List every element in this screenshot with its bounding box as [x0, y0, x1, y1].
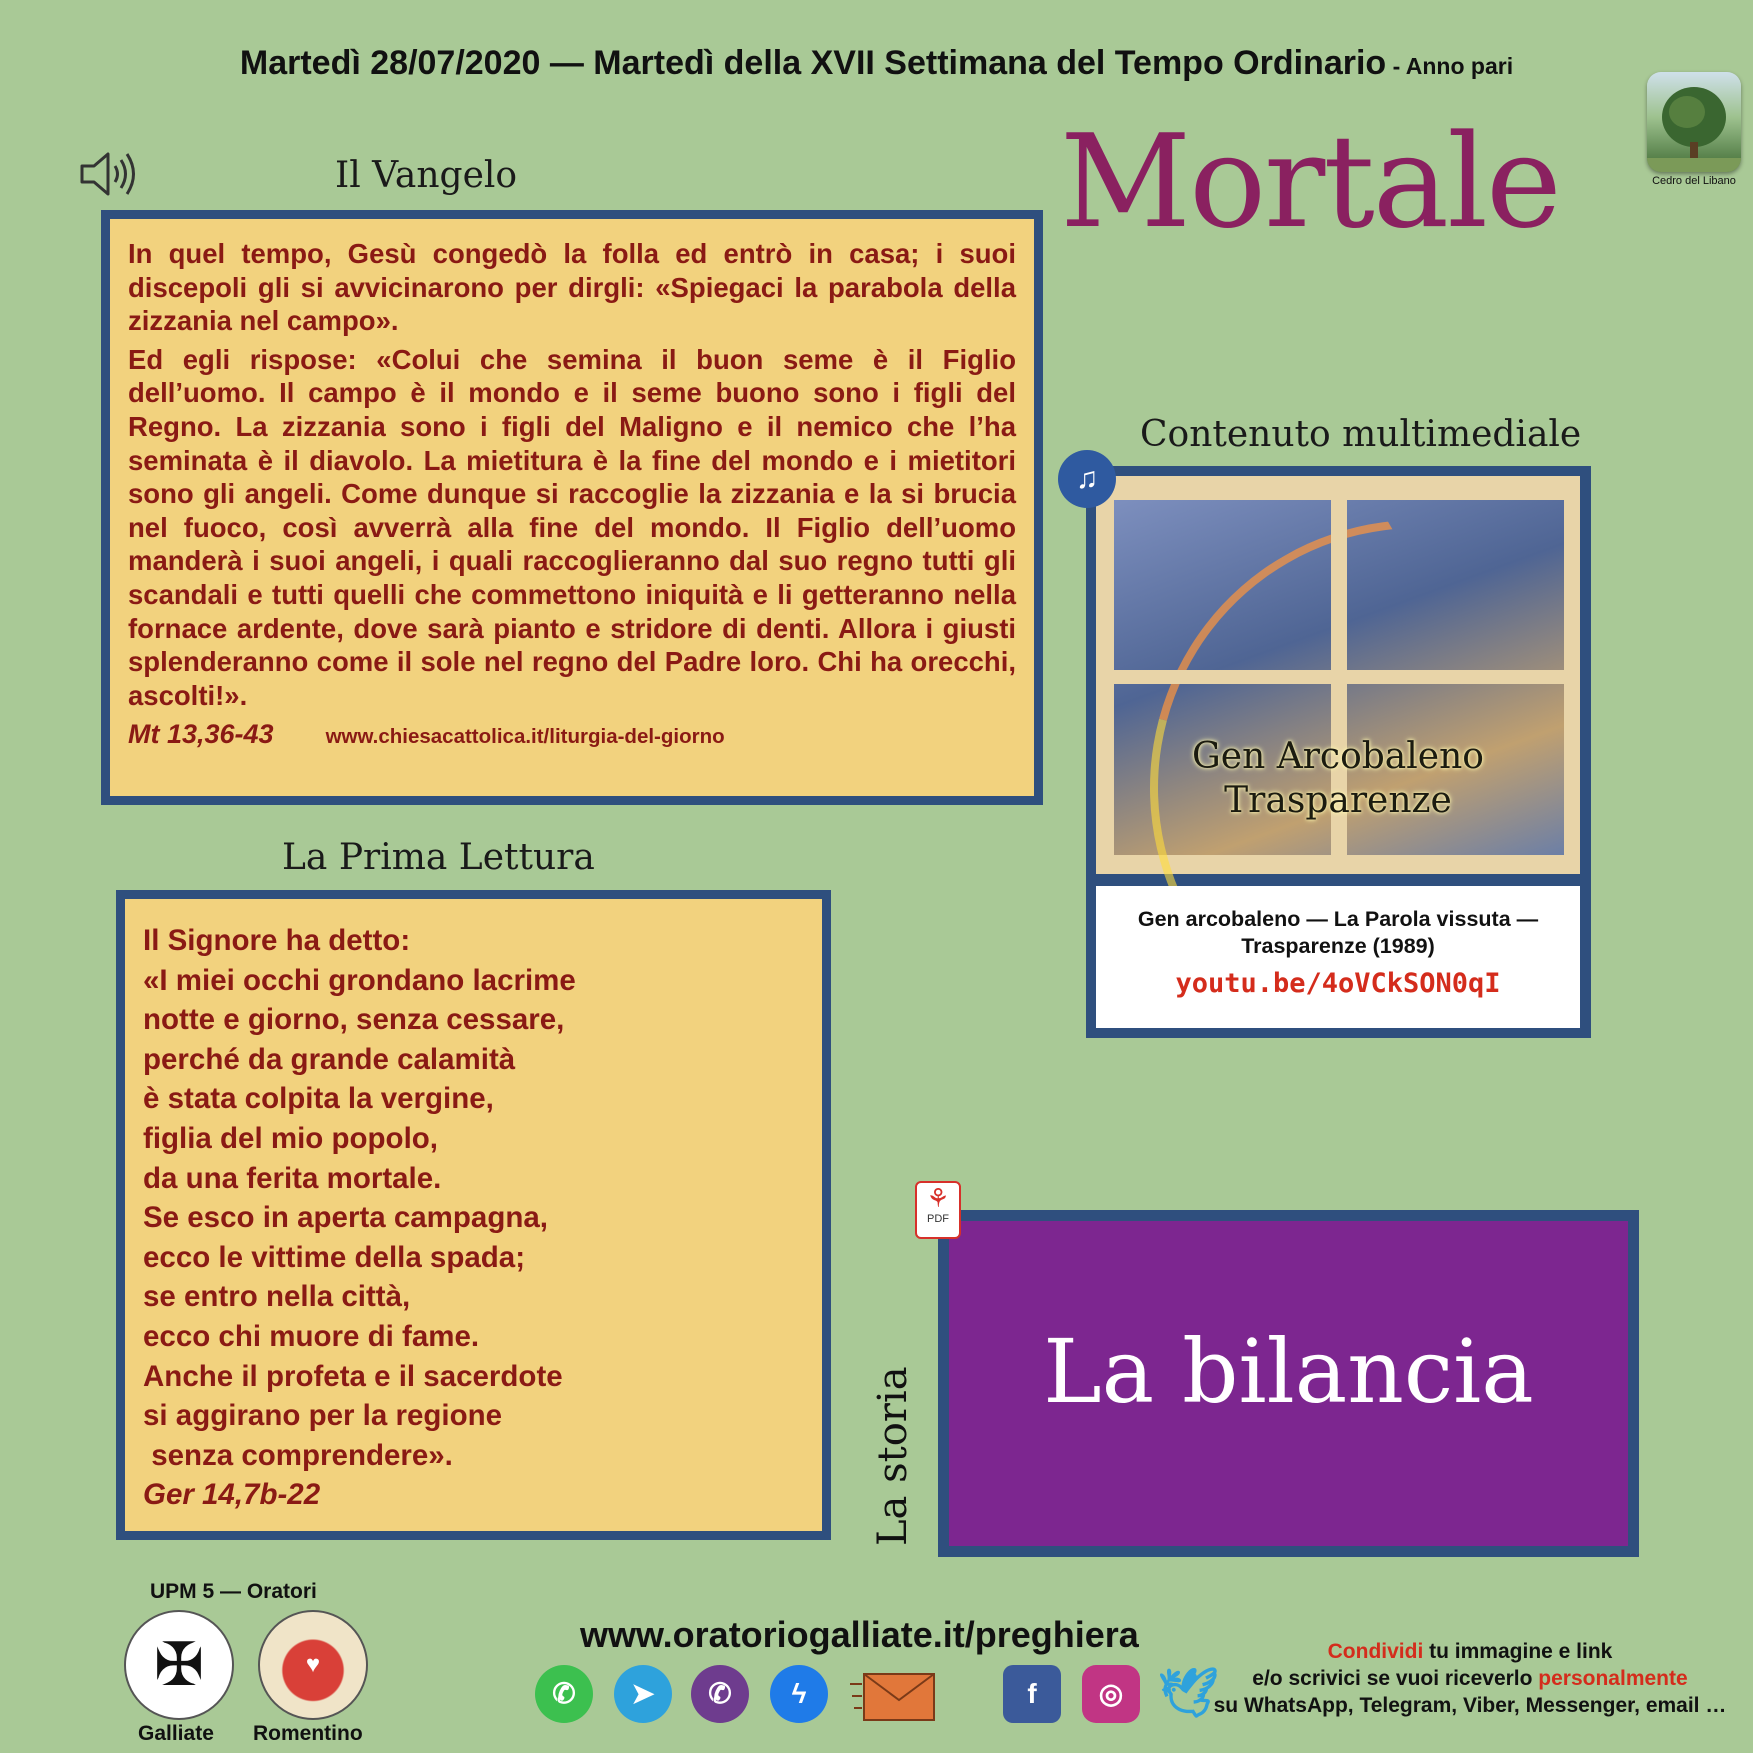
lettura-line: ecco le vittime della spada; [143, 1240, 526, 1274]
share-line-3: su WhatsApp, Telegram, Viber, Messenger, email … [1213, 1694, 1727, 1717]
lettura-line: Anche il profeta e il sacerdote [143, 1359, 563, 1393]
vangelo-source-link[interactable]: www.chiesacattolica.it/liturgia-del-giorno [325, 725, 725, 749]
thumbnail-line: Gen Arcobaleno [1192, 736, 1484, 777]
twitter-icon[interactable]: 🕊 [1158, 1667, 1219, 1720]
header-year: - Anno pari [1386, 53, 1514, 79]
lettura-reference: Ger 14,7b-22 [143, 1478, 321, 1512]
share-line-1 [1195, 1638, 1745, 1665]
storia-title[interactable]: La bilancia [1043, 1320, 1534, 1423]
page-header [0, 44, 1753, 83]
media-caption-box [1096, 886, 1580, 1028]
vangelo-heading: Il Vangelo [335, 155, 518, 196]
media-heading: Contenuto multimediale [1140, 414, 1582, 455]
lettura-line: se entro nella città, [143, 1280, 411, 1314]
media-caption: Gen arcobaleno — La Parola vissuta — Trasparenze (1989) [1137, 907, 1539, 958]
lettura-line: ecco chi muore di fame. [143, 1319, 480, 1353]
lettura-line: è stata colpita la vergine, [143, 1082, 494, 1116]
vangelo-reference: Mt 13,36-43 [128, 719, 274, 750]
vangelo-reference-row [128, 718, 1016, 754]
pdf-icon[interactable] [915, 1181, 961, 1239]
window-transom [1114, 670, 1564, 684]
lettura-line: perché da grande calamità [143, 1042, 516, 1076]
share-highlight: personalmente [1538, 1667, 1688, 1690]
share-note [1195, 1638, 1745, 1719]
storia-label: La storia [870, 1366, 916, 1546]
cedar-photo [1647, 72, 1741, 172]
galliate-label: Galliate [138, 1722, 214, 1745]
lettura-line: figlia del mio popolo, [143, 1121, 438, 1155]
lettura-line: Il Signore ha detto: [143, 924, 411, 957]
lettura-line: Se esco in aperta campagna, [143, 1201, 548, 1235]
lettura-heading: La Prima Lettura [282, 837, 595, 878]
telegram-icon[interactable]: ➤ [614, 1665, 672, 1723]
vangelo-box [101, 210, 1043, 805]
upm-label: UPM 5 — Oratori [150, 1580, 317, 1603]
youtube-link[interactable]: youtu.be/4oVCkSON0qI [1175, 968, 1501, 999]
share-text: tu immagine e link [1423, 1640, 1613, 1663]
music-note-icon[interactable]: ♫ [1058, 450, 1116, 508]
galliate-logo[interactable]: ✠ [124, 1610, 234, 1720]
lettura-line: da una ferita mortale. [143, 1161, 442, 1195]
thumbnail-line: Trasparenze [1224, 780, 1452, 821]
header-date: Martedì 28/07/2020 — Martedì della XVII Settimana del Tempo Ordinario [239, 44, 1387, 82]
acrobat-glyph: ⚘ [926, 1183, 950, 1213]
romentino-logo[interactable]: ♥ [258, 1610, 368, 1720]
lettura-line: si aggirano per la regione [143, 1399, 503, 1433]
cedar-caption: Cedro del Libano [1652, 175, 1736, 187]
email-icon[interactable] [850, 1670, 936, 1722]
viber-icon[interactable]: ✆ [691, 1665, 749, 1723]
thumbnail-caption [1100, 735, 1576, 823]
facebook-icon[interactable]: f [1003, 1665, 1061, 1723]
messenger-icon[interactable]: ϟ [770, 1665, 828, 1723]
share-text: e/o scrivici se vuoi riceverlo [1252, 1667, 1539, 1690]
speaker-icon[interactable] [78, 148, 138, 200]
share-highlight: Condividi [1327, 1640, 1424, 1663]
vangelo-paragraph: Ed egli rispose: «Colui che semina il buon seme è il Figlio dell’uomo. Il campo è il mondo e il seme buono sono i figli del Regno. La zizzania sono i figli del Maligno e il nemico che l’ha seminata è il diavolo. La mietitura è la fine del mondo e i mietitori sono gli angeli. Come dunque si raccoglie la zizzania e la si brucia nel fuoco, così avverrà alla fine del mondo. Il Figlio dell’uomo manderà i suoi angeli, i quali raccoglieranno dal suo regno tutti gli scandali e tutti quelli che commettono iniquità e li getteranno nella fornace ardente, dove sarà pianto e stridore di denti. Allora i giusti splenderanno come il sole nel regno del Padre loro. Chi ha orecchi, ascolti!». [128, 343, 1016, 711]
whatsapp-icon[interactable]: ✆ [535, 1665, 593, 1723]
lettura-line: «I miei occhi grondano lacrime [143, 963, 576, 997]
instagram-icon[interactable]: ◎ [1082, 1665, 1140, 1723]
share-line-2 [1195, 1665, 1745, 1692]
lettura-box [116, 890, 831, 1540]
romentino-label: Romentino [253, 1722, 363, 1745]
vangelo-paragraph: In quel tempo, Gesù congedò la folla ed entrò in casa; i suoi discepoli gli si avvicinarono per dirgli: «Spiegaci la parabola della zizzania nel campo». [128, 238, 1016, 337]
lettura-line: notte e giorno, senza cessare, [143, 1003, 565, 1037]
lettura-line: senza comprendere». [143, 1438, 453, 1472]
page-title: Mortale [1060, 108, 1560, 257]
website-link[interactable]: www.oratoriogalliate.it/preghiera [580, 1614, 1139, 1655]
pdf-label: PDF [927, 1213, 949, 1225]
